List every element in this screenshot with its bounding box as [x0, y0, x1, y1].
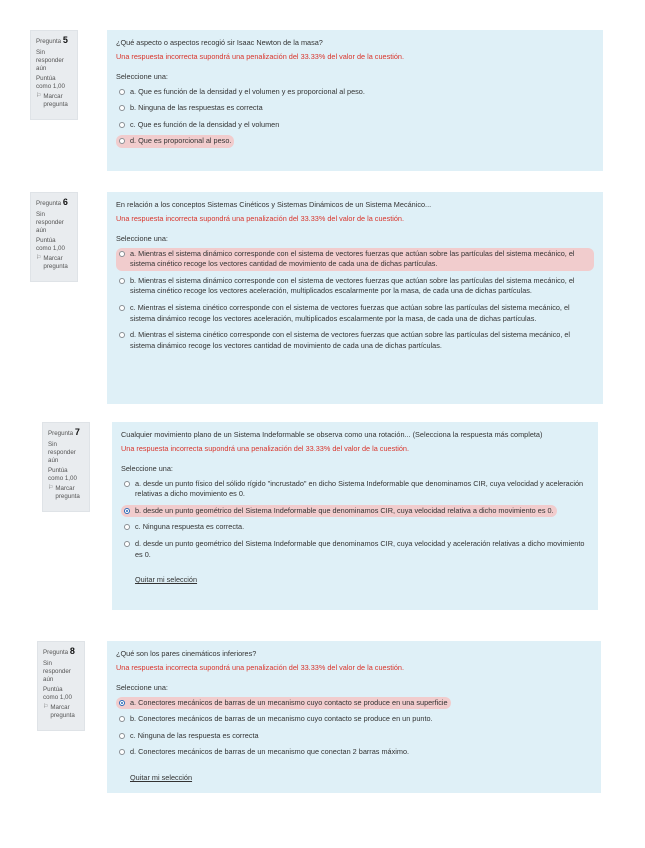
answer-option-a[interactable]: a. Mientras el sistema dinámico corresponde con el sistema de vectores fuerzas que actúan sobre las partículas del sistema mecánico, el sistema cinético recoge los vectores cantidad de movimiento de cada una de dichas partículas.	[116, 248, 594, 271]
flag-icon: ⚐	[36, 93, 42, 99]
answer-option-a[interactable]: a. Conectores mecánicos de barras de un mecanismo cuyo contacto se produce en una superficie	[116, 697, 451, 710]
penalty-notice: Una respuesta incorrecta supondrá una penalización del 33.33% del valor de la cuestión.	[121, 443, 410, 453]
question-info	[30, 30, 78, 120]
question-content	[107, 192, 603, 404]
question-score: Puntúa como 1,00	[48, 466, 77, 482]
question-status: Sin responder aún	[36, 48, 64, 72]
answer-option-b[interactable]: b. Conectores mecánicos de barras de un mecanismo cuyo contacto se produce en un punto.	[116, 713, 436, 726]
answer-option-c[interactable]: c. Que es función de la densidad y el volumen	[116, 119, 282, 132]
flag-question-button[interactable]: ⚐ Marcar pregunta	[36, 255, 68, 271]
radio-button-selected[interactable]	[119, 700, 125, 706]
penalty-notice: Una respuesta incorrecta supondrá una penalización del 33.33% del valor de la cuestión.	[116, 662, 405, 672]
clear-selection-link[interactable]: Quitar mi selección	[130, 773, 193, 783]
select-prompt: Seleccione una:	[116, 72, 168, 82]
question-content	[107, 641, 601, 793]
answer-option-c[interactable]: c. Ninguna de las respuesta es correcta	[116, 730, 262, 743]
radio-button[interactable]	[119, 105, 125, 111]
question-content	[112, 422, 598, 610]
answer-option-a[interactable]: a. desde un punto físico del sólido rígido "incrustado" en dicho Sistema Indeformable que denominamos CIR, cuya velocidad y aceleración relativas a dicho movimiento es 0.	[121, 478, 589, 501]
question-info	[37, 641, 85, 731]
question-score: Puntúa como 1,00	[43, 685, 72, 701]
question-status: Sin responder aún	[43, 659, 71, 683]
radio-button[interactable]	[119, 138, 125, 144]
radio-button[interactable]	[119, 332, 125, 338]
flag-icon: ⚐	[43, 704, 49, 710]
question-text: Cualquier movimiento plano de un Sistema Indeformable se observa como una rotación... (Selecciona la respuesta más completa)	[121, 430, 543, 439]
question-number: Pregunta 8	[43, 646, 75, 656]
answer-option-a[interactable]: a. Que es función de la densidad y el volumen y es proporcional al peso.	[116, 86, 368, 99]
select-prompt: Seleccione una:	[121, 464, 173, 474]
radio-button[interactable]	[119, 278, 125, 284]
flag-icon: ⚐	[48, 485, 54, 491]
radio-button-selected[interactable]	[124, 508, 130, 514]
answer-option-c[interactable]: c. Ninguna respuesta es correcta.	[121, 521, 247, 534]
radio-button[interactable]	[119, 749, 125, 755]
answer-option-d[interactable]: d. Conectores mecánicos de barras de un mecanismo que conectan 2 barras máximo.	[116, 746, 412, 759]
flag-question-button[interactable]: ⚐ Marcar pregunta	[43, 704, 75, 720]
question-score: Puntúa como 1,00	[36, 74, 65, 90]
question-number: Pregunta 6	[36, 197, 68, 207]
answer-option-d[interactable]: d. Que es proporcional al peso.	[116, 135, 234, 148]
answer-option-b[interactable]: b. Ninguna de las respuestas es correcta	[116, 102, 266, 115]
select-prompt: Seleccione una:	[116, 234, 168, 244]
question-info	[42, 422, 90, 512]
penalty-notice: Una respuesta incorrecta supondrá una penalización del 33.33% del valor de la cuestión.	[116, 51, 405, 61]
radio-button[interactable]	[124, 541, 130, 547]
radio-button[interactable]	[119, 305, 125, 311]
radio-button[interactable]	[119, 251, 125, 257]
answer-option-d[interactable]: d. Mientras el sistema cinético corresponde con el sistema de vectores fuerzas que actúan sobre las partículas del sistema mecánico, el sistema dinámico recoge los vectores cantidad de movimiento de cada una de dichas partículas.	[116, 329, 594, 352]
question-content	[107, 30, 603, 171]
radio-button[interactable]	[119, 89, 125, 95]
radio-button[interactable]	[124, 524, 130, 530]
answer-option-b[interactable]: b. desde un punto geométrico del Sistema Indeformable que denominamos CIR, cuya velocidad relativa a dicho movimiento es 0.	[121, 505, 557, 518]
flag-question-button[interactable]: ⚐ Marcar pregunta	[48, 485, 80, 501]
question-text: En relación a los conceptos Sistemas Cinéticos y Sistemas Dinámicos de un Sistema Mecánico...	[116, 200, 432, 209]
question-status: Sin responder aún	[48, 440, 76, 464]
question-score: Puntúa como 1,00	[36, 236, 65, 252]
clear-selection-link[interactable]: Quitar mi selección	[135, 575, 198, 585]
radio-button[interactable]	[124, 481, 130, 487]
question-text: ¿Qué son los pares cinemáticos inferiores?	[116, 649, 257, 658]
radio-button[interactable]	[119, 733, 125, 739]
answer-option-d[interactable]: d. desde un punto geométrico del Sistema Indeformable que denominamos CIR, cuya velocidad y aceleración relativas a dicho movimiento es 0.	[121, 538, 589, 561]
flag-question-button[interactable]: ⚐ Marcar pregunta	[36, 93, 68, 109]
question-text: ¿Qué aspecto o aspectos recogió sir Isaac Newton de la masa?	[116, 38, 323, 47]
answer-option-b[interactable]: b. Mientras el sistema dinámico corresponde con el sistema de vectores fuerzas que actúan sobre las partículas del sistema mecánico, el sistema cinético recoge los vectores aceleración, multiplicados escalarmente por la masa, de cada una de dichas partículas.	[116, 275, 594, 298]
select-prompt: Seleccione una:	[116, 683, 168, 693]
question-number: Pregunta 7	[48, 427, 80, 437]
radio-button[interactable]	[119, 122, 125, 128]
question-status: Sin responder aún	[36, 210, 64, 234]
question-number: Pregunta 5	[36, 35, 68, 45]
flag-icon: ⚐	[36, 255, 42, 261]
penalty-notice: Una respuesta incorrecta supondrá una penalización del 33.33% del valor de la cuestión.	[116, 213, 405, 223]
question-info	[30, 192, 78, 282]
answer-option-c[interactable]: c. Mientras el sistema cinético corresponde con el sistema de vectores fuerzas que actúan sobre las partículas del sistema mecánico, el sistema dinámico recoge los vectores aceleración, multiplicados escalarmente por la masa, de cada una de dichas partículas.	[116, 302, 594, 325]
radio-button[interactable]	[119, 716, 125, 722]
